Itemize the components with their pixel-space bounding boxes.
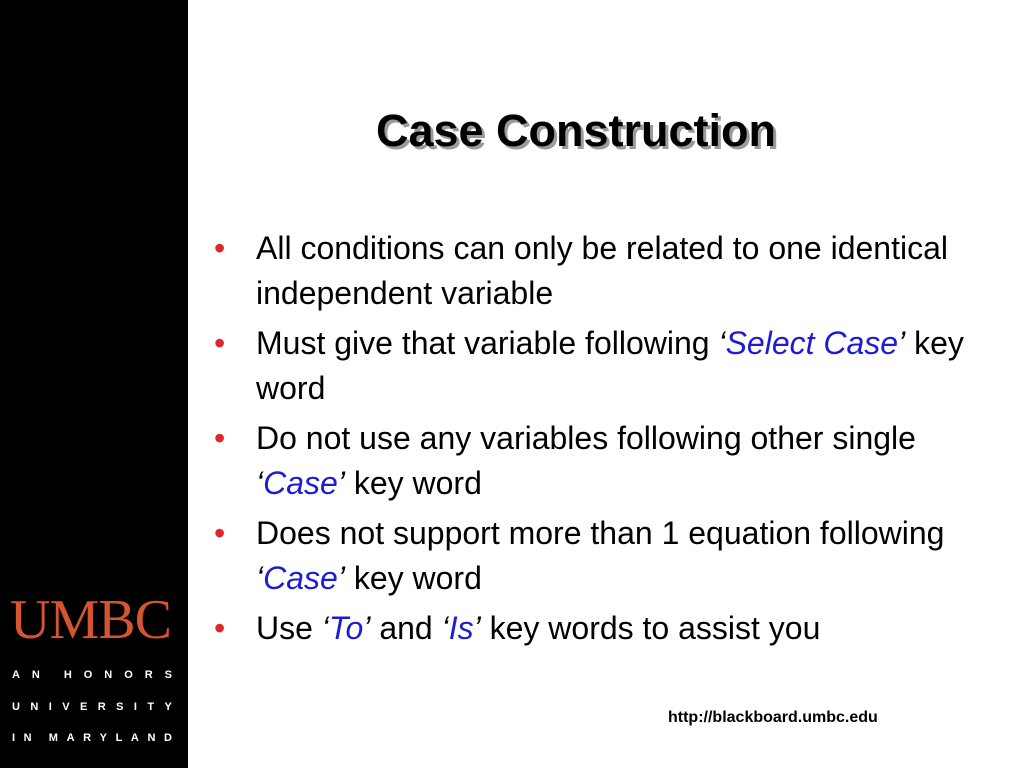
tagline-letter: R	[144, 669, 153, 681]
bullet-icon: •	[214, 325, 226, 361]
tagline-letter: A	[12, 669, 20, 681]
tagline-letter: N	[30, 701, 39, 713]
bullet-text: and	[370, 610, 442, 646]
bullet-icon: •	[214, 230, 226, 266]
bullet-item	[214, 321, 984, 411]
tagline-letter: T	[147, 701, 155, 713]
keyword-close-quote: ’	[337, 465, 345, 501]
bullet-text: All conditions can only be related to one identical independent variable	[256, 230, 948, 311]
tagline-letter: I	[133, 701, 137, 713]
keyword-close-quote: ’	[337, 560, 345, 596]
bullet-icon: •	[214, 420, 226, 456]
keyword-close-quote: ’	[363, 610, 371, 646]
keyword-open-quote: ‘	[321, 610, 329, 646]
umbc-logo: UMBC	[10, 589, 171, 651]
footer-url: http://blackboard.umbc.edu	[668, 709, 878, 726]
sidebar	[0, 0, 188, 768]
keyword-close-quote: ’	[473, 610, 481, 646]
bullet-list	[214, 226, 984, 656]
bullet-item	[214, 511, 984, 601]
tagline-line-3	[12, 731, 172, 745]
tagline-letter: O	[83, 669, 93, 681]
tagline-letter: V	[62, 701, 70, 713]
tagline-letter: R	[97, 701, 106, 713]
tagline-letter: M	[48, 732, 58, 744]
tagline-letter: D	[164, 732, 172, 744]
bullet-item	[214, 416, 984, 506]
tagline-letter: S	[164, 669, 172, 681]
keyword: Is	[448, 610, 474, 646]
tagline-letter: R	[83, 732, 92, 744]
tagline-letter: Y	[99, 732, 107, 744]
tagline-letter: N	[147, 732, 156, 744]
tagline-letter: O	[124, 669, 133, 681]
tagline-letter: Y	[164, 701, 172, 713]
tagline-letter: I	[12, 732, 16, 744]
tagline-letter: E	[80, 701, 88, 713]
bullet-text: key word	[344, 465, 482, 501]
bullet-text: Do not use any variables following other single	[256, 420, 916, 456]
tagline-letter: A	[130, 732, 139, 744]
bullet-item	[214, 606, 984, 651]
keyword-open-quote: ‘	[256, 560, 264, 596]
keyword-open-quote: ‘	[718, 325, 726, 361]
bullet-text: Does not support more than 1 equation following	[256, 515, 945, 551]
keyword: To	[328, 610, 364, 646]
tagline-line-2	[12, 700, 172, 714]
bullet-text: Must give that variable following	[256, 325, 719, 361]
tagline-letter: U	[12, 701, 20, 713]
tagline-letter: H	[63, 669, 72, 681]
keyword: Select Case	[725, 325, 899, 361]
keyword: Case	[263, 465, 338, 501]
keyword-open-quote: ‘	[256, 465, 264, 501]
bullet-text: key words to assist you	[480, 610, 821, 646]
tagline-letter: I	[48, 701, 52, 713]
keyword-open-quote: ‘	[441, 610, 449, 646]
tagline-letter: A	[66, 732, 75, 744]
tagline-line-1	[12, 668, 172, 682]
bullet-icon: •	[214, 610, 226, 646]
bullet-text: key word	[344, 560, 482, 596]
tagline-letter: S	[116, 701, 124, 713]
tagline-letter: L	[115, 732, 123, 744]
keyword-close-quote: ’	[898, 325, 906, 361]
bullet-text: Use	[256, 610, 322, 646]
slide-title: Case Construction	[375, 105, 777, 156]
bullet-icon: •	[214, 515, 226, 551]
keyword: Case	[263, 560, 338, 596]
bullet-text: key word	[256, 325, 964, 406]
bullet-item	[214, 226, 984, 316]
tagline-letter: N	[104, 669, 113, 681]
tagline-letter: N	[31, 669, 40, 681]
tagline-letter: N	[23, 732, 32, 744]
